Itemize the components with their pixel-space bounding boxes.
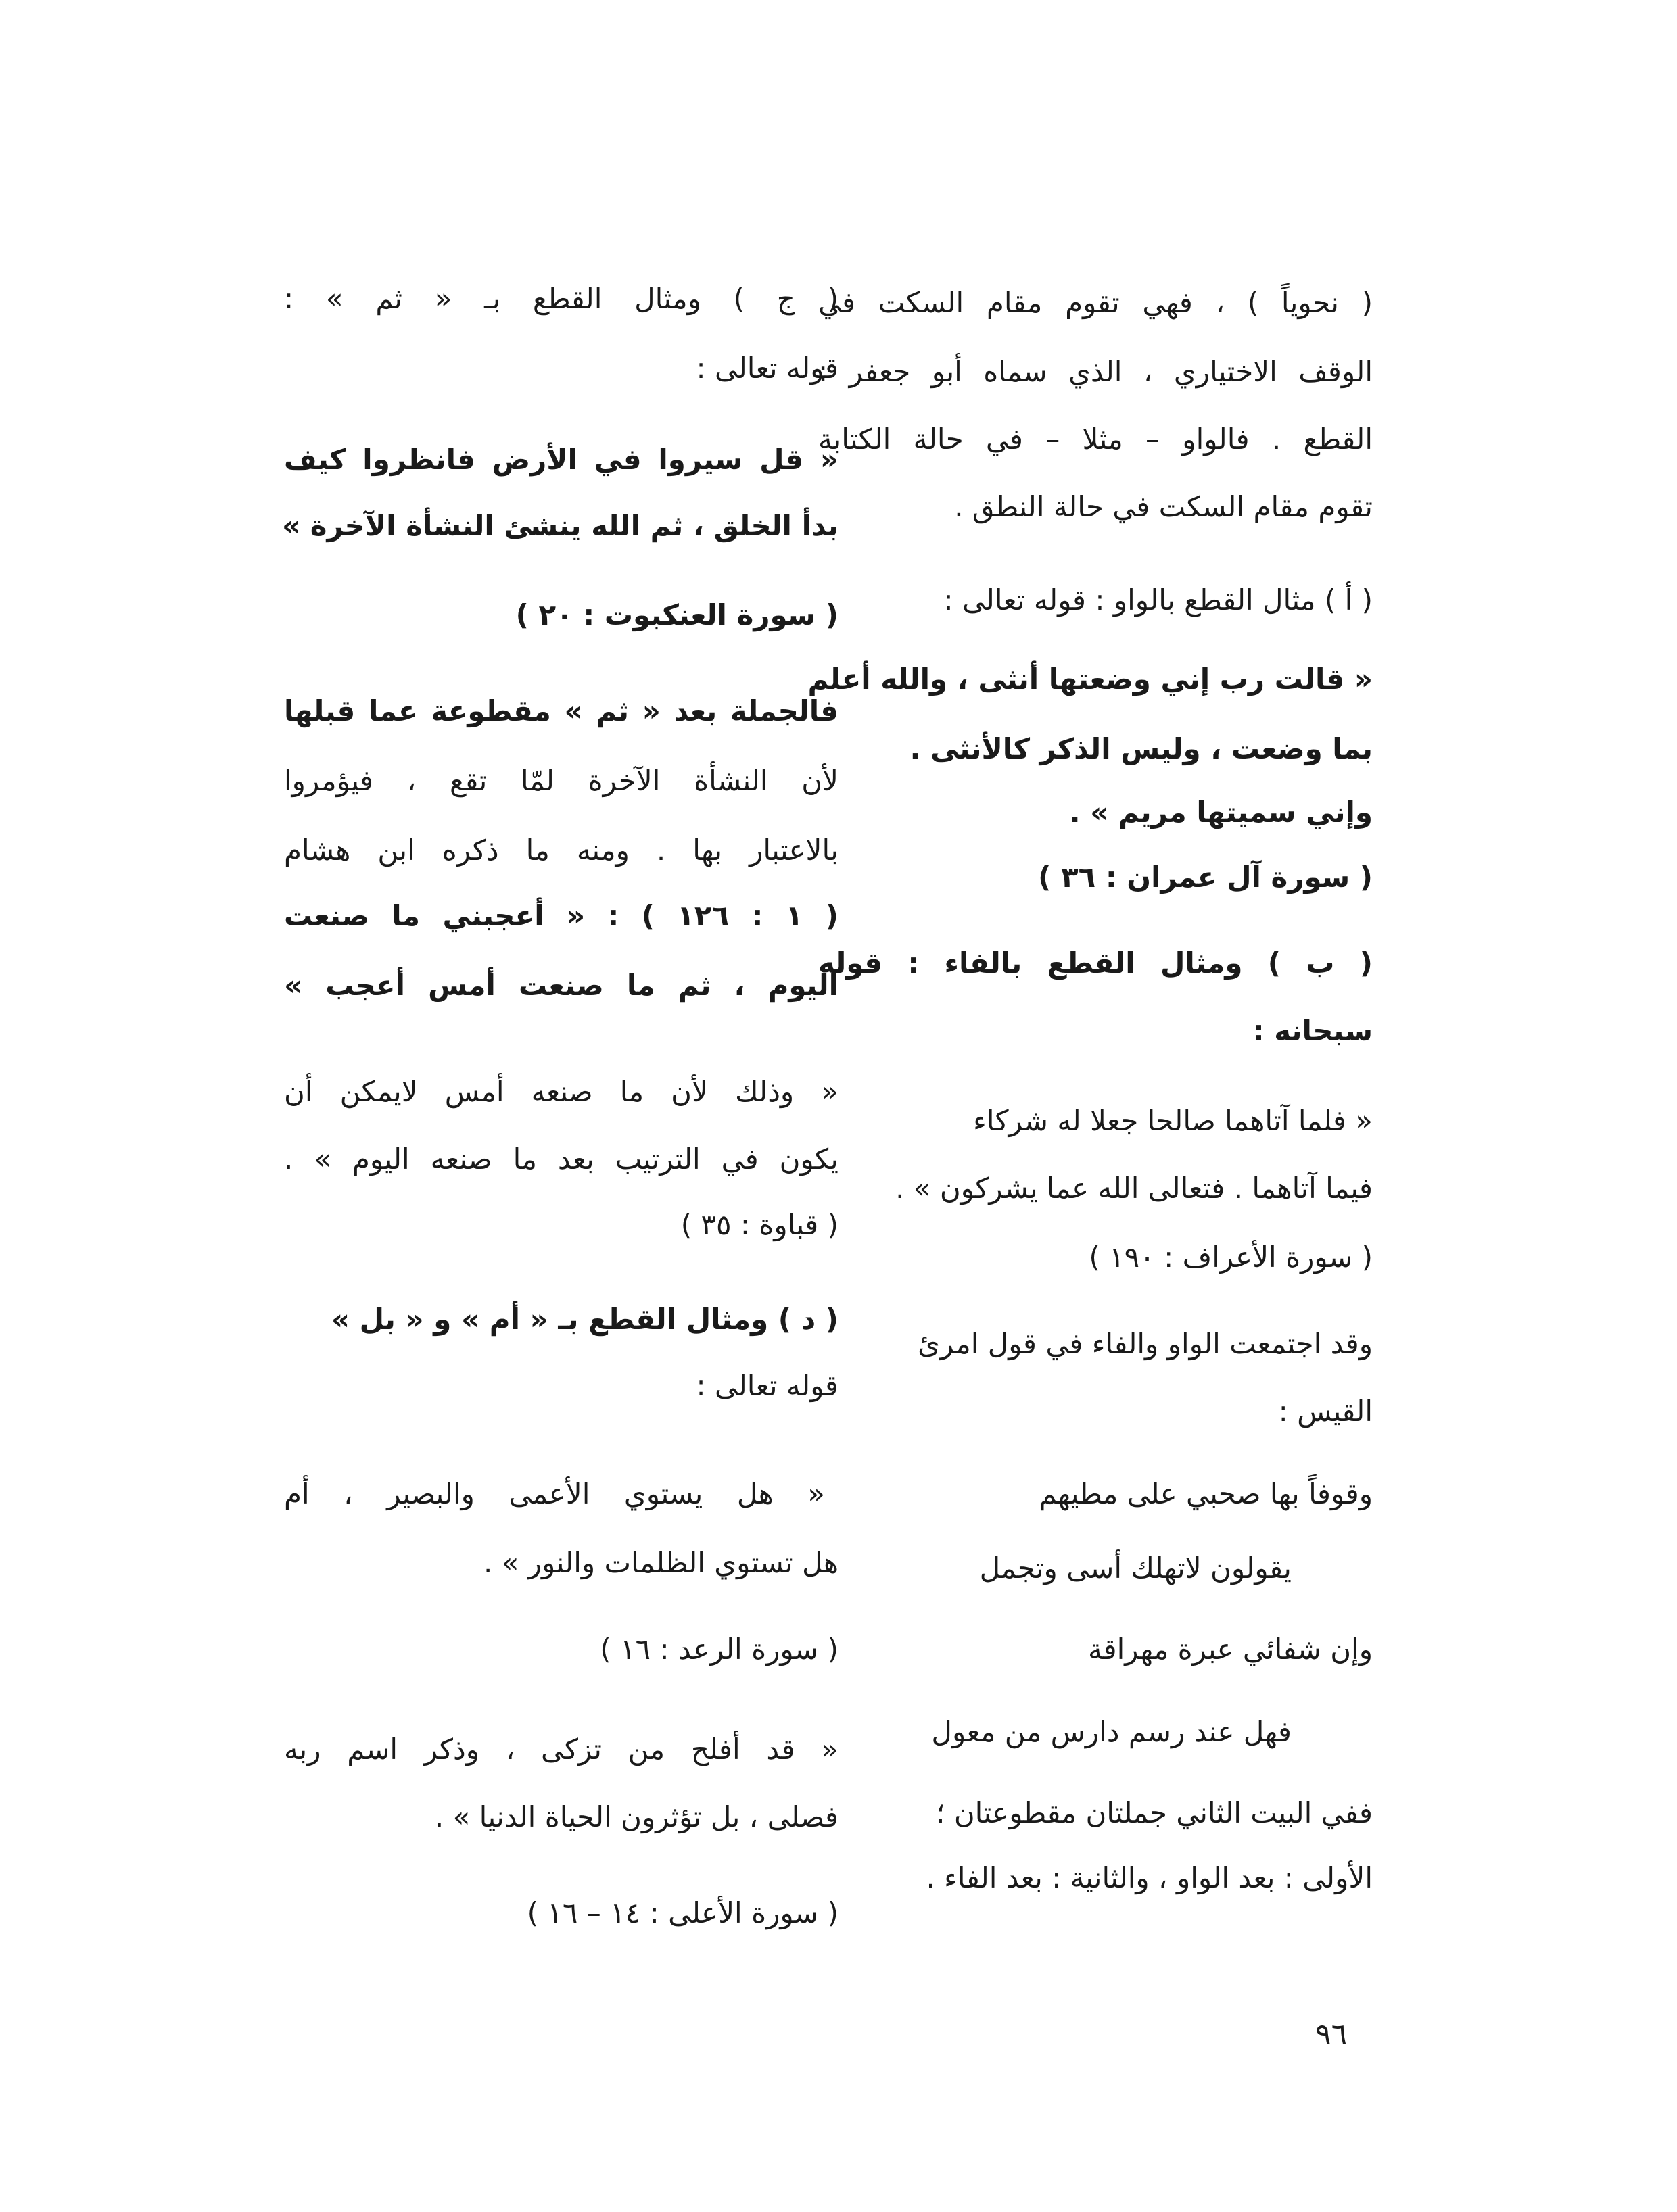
text-line: بالاعتبار بها . ومنه ما ذكره ابن هشام — [284, 834, 839, 867]
quran-verse-line: وإني سميتها مريم » . — [1069, 796, 1373, 829]
text-line: تقوم مقام السكت في حالة النطق . — [954, 490, 1373, 523]
text-line: ( ١ : ١٢٦ ) : « أعجبني ما صنعت — [284, 899, 839, 932]
quran-verse-line: فيما آتاهما . فتعالى الله عما يشركون » . — [895, 1172, 1373, 1205]
verse-citation: ( سورة آل عمران : ٣٦ ) — [1038, 861, 1373, 894]
verse-citation: ( سورة الرعد : ١٦ ) — [600, 1633, 839, 1666]
text-line: وقد اجتمعت الواو والفاء في قول امرئ — [918, 1327, 1373, 1360]
text-line: لأن النشأة الآخرة لمّا تقع ، فيؤمروا — [284, 764, 839, 797]
text-line: ( ب ) ومثال القطع بالفاء : قوله — [818, 946, 1373, 980]
quran-verse-line: « قل سيروا في الأرض فانظروا كيف — [284, 443, 839, 476]
text-line: ( د ) ومثال القطع بـ « أم » و « بل » — [331, 1303, 839, 1336]
quran-verse-line: « هل يستوي الأعمى والبصير ، أم — [284, 1477, 825, 1510]
poem-line: فهل عند رسم دارس من معول — [931, 1715, 1292, 1748]
quran-verse-line: « قالت رب إني وضعتها أنثى ، والله أعلم — [807, 663, 1373, 696]
text-line: القيس : — [1278, 1395, 1373, 1428]
text-line: ففي البيت الثاني جملتان مقطوعتان ؛ — [936, 1796, 1373, 1829]
quran-verse-line: هل تستوي الظلمات والنور » . — [483, 1546, 839, 1579]
right-column — [807, 0, 1373, 2212]
text-line: ( أ ) مثال القطع بالواو : قوله تعالى : — [943, 583, 1373, 617]
text-line: قوله تعالى : — [696, 1369, 839, 1402]
poem-line: يقولون لاتهلك أسى وتجمل — [979, 1552, 1292, 1585]
poem-line: وقوفاً بها صحبي على مطيهم — [1039, 1477, 1373, 1510]
text-line: الوقف الاختياري ، الذي سماه أبو جعفر : — [818, 355, 1373, 388]
verse-citation: ( سورة الأعراف : ١٩٠ ) — [1089, 1241, 1373, 1274]
text-line: « وذلك لأن ما صنعه أمس لايمكن أن — [284, 1075, 839, 1108]
page-number: ٩٦ — [1315, 2017, 1348, 2052]
text-line: ( ج ) ومثال القطع بـ « ثم » : — [284, 282, 839, 315]
text-line: فالجملة بعد « ثم » مقطوعة عما قبلها — [284, 694, 839, 727]
verse-citation: ( سورة العنكبوت : ٢٠ ) — [515, 598, 839, 631]
quran-verse-line: بدأ الخلق ، ثم الله ينشئ النشأة الآخرة » — [281, 509, 839, 542]
text-line: اليوم ، ثم ما صنعت أمس أعجب » — [284, 969, 839, 1002]
left-column — [281, 0, 839, 2212]
quran-verse-line: « فلما آتاهما صالحا جعلا له شركاء — [973, 1104, 1373, 1137]
quran-verse-line: فصلى ، بل تؤثرون الحياة الدنيا » . — [434, 1800, 839, 1833]
text-line: يكون في الترتيب بعد ما صنعه اليوم » . — [284, 1143, 839, 1176]
quran-verse-line: بما وضعت ، وليس الذكر كالأنثى . — [910, 732, 1373, 765]
text-line: قوله تعالى : — [696, 352, 839, 385]
quran-verse-line: « قد أفلح من تزكى ، وذكر اسم ربه — [284, 1733, 839, 1766]
poem-line: وإن شفائي عبرة مهراقة — [1088, 1633, 1373, 1666]
verse-citation: ( سورة الأعلى : ١٤ – ١٦ ) — [527, 1896, 839, 1929]
text-line: سبحانه : — [1252, 1014, 1373, 1047]
text-line: ( نحوياً ) ، فهي تقوم مقام السكت في — [818, 286, 1373, 319]
text-line: القطع . فالواو – مثلا – في حالة الكتابة — [818, 423, 1373, 456]
citation: ( قباوة : ٣٥ ) — [680, 1208, 839, 1241]
text-line: الأولى : بعد الواو ، والثانية : بعد الفاء . — [926, 1861, 1373, 1894]
